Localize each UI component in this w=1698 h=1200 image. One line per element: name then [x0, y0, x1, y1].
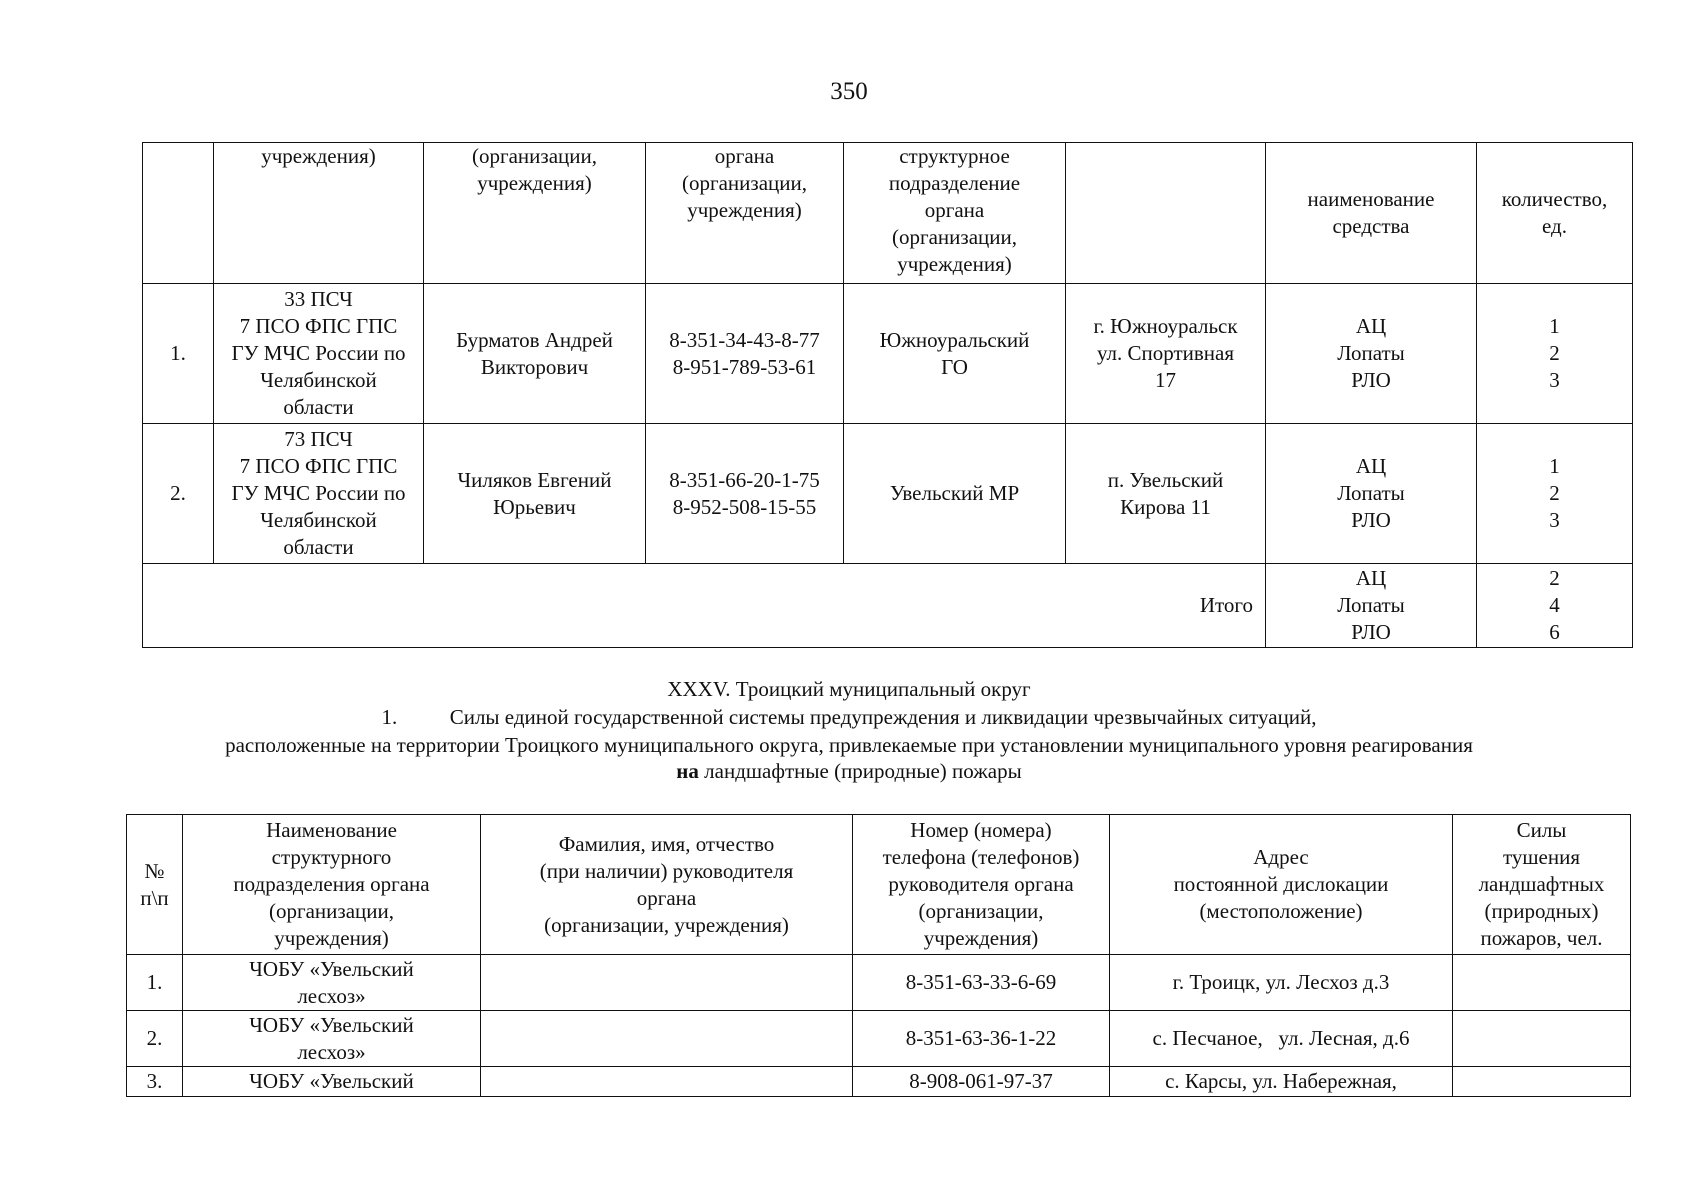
table-row	[127, 955, 1631, 1011]
quantity-cell: 1 2 3	[1477, 424, 1633, 564]
header-cell: Фамилия, имя, отчество (при наличии) руководителя органа (организации, учреждения)	[481, 815, 853, 955]
subtitle-bold-word: на	[676, 759, 699, 783]
table-row	[127, 1011, 1631, 1067]
table-header-row	[127, 815, 1631, 955]
forces-table	[126, 814, 1631, 1097]
section-subtitle-line2: расположенные на территории Троицкого муниципального округа, привлекаемые при установлении муниципального уровня реагирования	[225, 733, 1473, 757]
phone-cell: 8-351-63-36-1-22	[853, 1011, 1110, 1067]
header-cell: № п\п	[127, 815, 183, 955]
forces-cell	[1453, 1067, 1631, 1097]
row-number: 3.	[127, 1067, 183, 1097]
head-name-cell: Бурматов Андрей Викторович	[424, 284, 646, 424]
header-cell	[143, 143, 214, 284]
unit-cell: 33 ПСЧ 7 ПСО ФПС ГПС ГУ МЧС России по Челябинской области	[214, 284, 424, 424]
page-number: 350	[830, 78, 868, 105]
means-cell: АЦ Лопаты РЛО	[1266, 424, 1477, 564]
quantity-cell: 1 2 3	[1477, 284, 1633, 424]
total-means-cell: АЦ Лопаты РЛО	[1266, 564, 1477, 648]
phone-cell: 8-351-63-33-6-69	[853, 955, 1110, 1011]
address-cell: с. Песчаное, ул. Лесная, д.6	[1110, 1011, 1453, 1067]
forces-cell	[1453, 955, 1631, 1011]
phone-cell: 8-351-34-43-8-77 8-951-789-53-61	[646, 284, 844, 424]
phone-cell: 8-351-66-20-1-75 8-952-508-15-55	[646, 424, 844, 564]
header-cell: Адрес постоянной дислокации (местоположение)	[1110, 815, 1453, 955]
district-cell: Увельский МР	[844, 424, 1066, 564]
address-cell: с. Карсы, ул. Набережная,	[1110, 1067, 1453, 1097]
row-number: 1.	[143, 284, 214, 424]
subtitle-text: Силы единой государственной системы предупреждения и ликвидации чрезвычайных ситуаций,	[449, 705, 1317, 729]
district-cell: Южноуральский ГО	[844, 284, 1066, 424]
address-cell: г. Южноуральск ул. Спортивная 17	[1066, 284, 1266, 424]
header-cell: структурное подразделение органа (организации, учреждения)	[844, 143, 1066, 284]
head-name-cell	[481, 955, 853, 1011]
unit-cell: ЧОБУ «Увельский лесхоз»	[183, 955, 481, 1011]
total-quantity-cell: 2 4 6	[1477, 564, 1633, 648]
header-cell	[1066, 143, 1266, 284]
header-cell: Наименование структурного подразделения органа (организации, учреждения)	[183, 815, 481, 955]
row-number: 2.	[143, 424, 214, 564]
total-label: Итого	[143, 564, 1266, 648]
total-row	[143, 564, 1633, 648]
row-number: 2.	[127, 1011, 183, 1067]
header-cell: учреждения)	[214, 143, 424, 284]
table-header-row	[143, 143, 1633, 284]
section-subtitle-line3	[0, 758, 1698, 785]
subtitle-text-end: ландшафтные (природные) пожары	[698, 759, 1022, 783]
header-cell: Силы тушения ландшафтных (природных) пожаров, чел.	[1453, 815, 1631, 955]
header-cell: органа (организации, учреждения)	[646, 143, 844, 284]
header-cell: Номер (номера) телефона (телефонов) руководителя органа (организации, учреждения)	[853, 815, 1110, 955]
phone-cell: 8-908-061-97-37	[853, 1067, 1110, 1097]
head-name-cell: Чиляков Евгений Юрьевич	[424, 424, 646, 564]
subtitle-number: 1.	[381, 705, 398, 729]
table-row	[127, 1067, 1631, 1097]
resources-table-continued	[142, 142, 1633, 648]
section-title: XXXV. Троицкий муниципальный округ	[667, 677, 1031, 701]
row-number: 1.	[127, 955, 183, 1011]
section-subtitle-line1	[0, 704, 1698, 731]
header-cell: наименование средства	[1266, 143, 1477, 284]
head-name-cell	[481, 1011, 853, 1067]
address-cell: п. Увельский Кирова 11	[1066, 424, 1266, 564]
address-cell: г. Троицк, ул. Лесхоз д.3	[1110, 955, 1453, 1011]
unit-cell: 73 ПСЧ 7 ПСО ФПС ГПС ГУ МЧС России по Челябинской области	[214, 424, 424, 564]
unit-cell: ЧОБУ «Увельский лесхоз»	[183, 1011, 481, 1067]
forces-cell	[1453, 1011, 1631, 1067]
table-row	[143, 284, 1633, 424]
head-name-cell	[481, 1067, 853, 1097]
header-cell: (организации, учреждения)	[424, 143, 646, 284]
header-cell: количество, ед.	[1477, 143, 1633, 284]
table-row	[143, 424, 1633, 564]
unit-cell: ЧОБУ «Увельский	[183, 1067, 481, 1097]
means-cell: АЦ Лопаты РЛО	[1266, 284, 1477, 424]
